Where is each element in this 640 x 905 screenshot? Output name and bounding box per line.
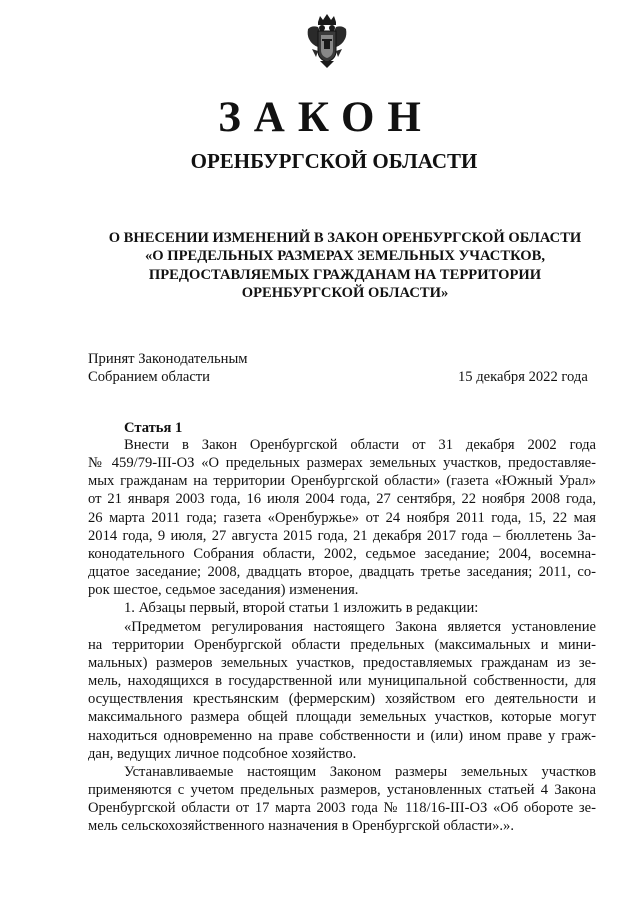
- text-line: конодательного Собрания области, 2002, седьмое заседание; 2004, восемна-: [88, 545, 596, 562]
- law-title-line: О ВНЕСЕНИИ ИЗМЕНЕНИЙ В ЗАКОН ОРЕНБУРГСКОЙ ОБЛАСТИ: [108, 230, 582, 246]
- law-title-line: ПРЕДОСТАВЛЯЕМЫХ ГРАЖДАНАМ НА ТЕРРИТОРИИ: [148, 266, 542, 283]
- text-line: на территории Оренбургской области предельных (максимальных и мини-: [88, 636, 596, 653]
- law-title-line: ОРЕНБУРГСКОЙ ОБЛАСТИ»: [241, 285, 449, 302]
- law-title: [80, 229, 610, 303]
- text-line: мель, находящихся в государственной или муниципальной собственности, для: [88, 673, 596, 690]
- coat-of-arms-emblem-icon: [306, 13, 348, 69]
- law-title-line: «О ПРЕДЕЛЬНЫХ РАЗМЕРАХ ЗЕМЕЛЬНЫХ УЧАСТКОВ,: [144, 248, 546, 265]
- text-line: дцатое заседание; 2008, двадцать второе, двадцать третье заседания; 2011, со-: [88, 564, 596, 581]
- text-line: максимального размера общей площади земельных участков, которые могут: [88, 709, 596, 726]
- text-line: от 21 января 2003 года, 16 июля 2004 года, 27 сентября, 22 ноября 2008 года,: [88, 491, 596, 508]
- text-line: мых гражданам на территории Оренбургской области» (газета «Южный Урал»: [88, 473, 596, 490]
- text-line: 1. Абзацы первый, второй статьи 1 изложить в редакции:: [124, 600, 479, 617]
- text-line: № 459/79-III-ОЗ «О предельных размерах земельных участков, предоставляе-: [88, 455, 596, 472]
- text-line: 26 марта 2011 года; газета «Оренбуржье» от 24 ноября 2011 года, 15, 22 мая: [88, 509, 596, 526]
- text-line: «Предметом регулирования настоящего Закона является установление: [124, 618, 596, 635]
- document-title: ЗАКОН: [218, 94, 434, 141]
- text-line: осуществления крестьянским (фермерским) хозяйством его деятельности и: [88, 691, 596, 708]
- text-line: мальных) размеров земельных участков, предоставляемых гражданам из зе-: [88, 654, 596, 671]
- article-body: [88, 436, 596, 835]
- text-line: дан, ведущих личное подсобное хозяйство.: [88, 745, 357, 762]
- adoption-line: Принят Законодательным: [88, 351, 248, 367]
- adoption-body: [88, 350, 247, 386]
- text-line: применяются с учетом предельных размеров, установленных статьей 4 Закона: [88, 781, 596, 798]
- article-heading: Статья 1: [124, 420, 183, 436]
- adoption-date: 15 декабря 2022 года: [458, 369, 588, 385]
- text-line: рок шестое, седьмое заседания) изменения.: [88, 582, 359, 599]
- adoption-line: Собранием области: [88, 369, 210, 386]
- text-line: Устанавливаемые настоящим Законом размеры земельных участков: [124, 763, 596, 780]
- text-line: находиться одновременно на праве собственности и (или) ином праве у граж-: [88, 727, 596, 744]
- text-line: Внести в Закон Оренбургской области от 31 декабря 2002 года: [124, 437, 596, 453]
- document-subtitle: ОРЕНБУРГСКОЙ ОБЛАСТИ: [190, 149, 478, 173]
- text-line: мель сельскохозяйственного назначения в Оренбургской области».».: [88, 818, 514, 835]
- text-line: Оренбургской области от 17 марта 2003 года № 118/16-III-ОЗ «Об обороте зе-: [88, 800, 596, 817]
- text-line: 2014 года, 9 июля, 27 августа 2015 года, 21 декабря 2017 года – бюллетень За-: [88, 527, 596, 544]
